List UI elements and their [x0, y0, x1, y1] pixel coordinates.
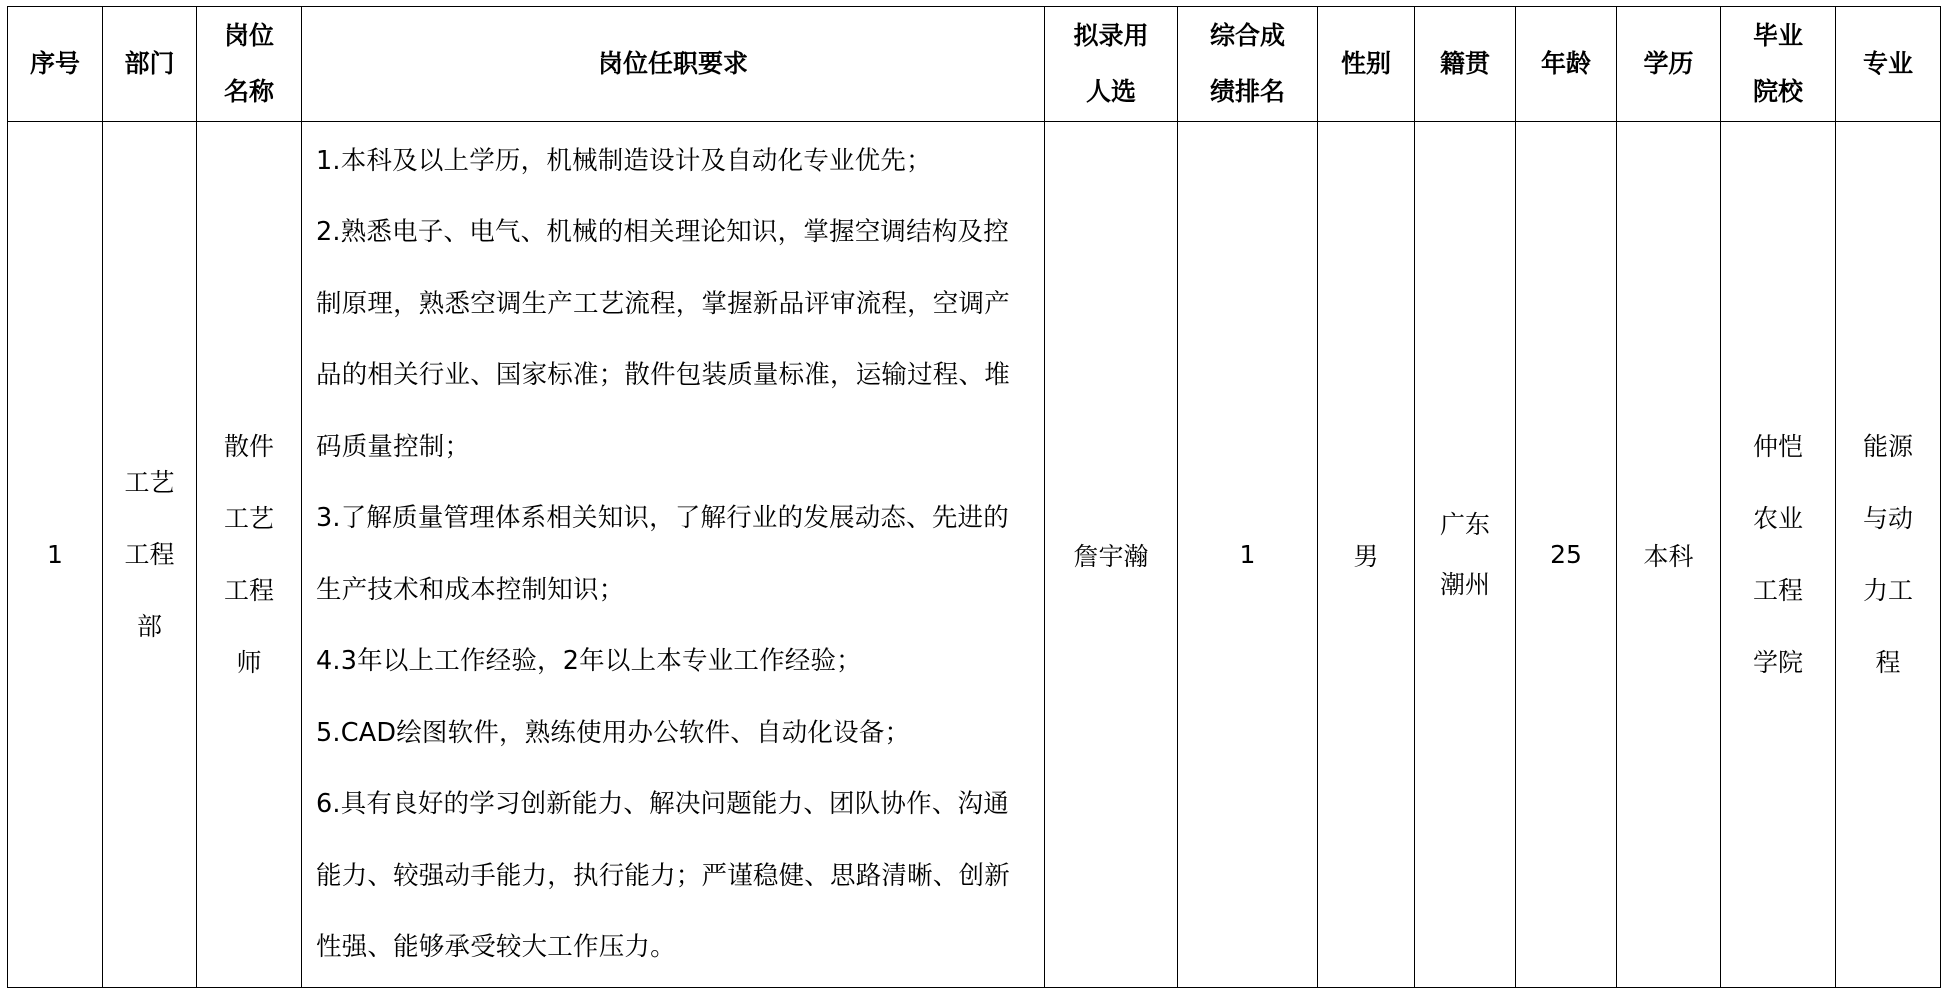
- header-cell: 专业: [1836, 7, 1941, 122]
- header-cell: 毕业院校: [1721, 7, 1836, 122]
- header-cell: 综合成绩排名: [1178, 7, 1318, 122]
- requirement-item: 4.3年以上工作经验，2年以上本专业工作经验；: [316, 646, 862, 676]
- department-cell: 工艺工程部: [103, 122, 197, 988]
- header-cell: 部门: [103, 7, 197, 122]
- school-cell: 仲恺农业工程学院: [1721, 122, 1836, 988]
- native-place-cell: 广东潮州: [1415, 122, 1516, 988]
- header-cell: 学历: [1617, 7, 1721, 122]
- header-cell: 籍贯: [1415, 7, 1516, 122]
- header-row: [8, 7, 1941, 122]
- index-cell: 1: [8, 122, 103, 988]
- header-cell: 序号: [8, 7, 103, 122]
- requirements-list: [316, 126, 1034, 984]
- header-cell: 年龄: [1516, 7, 1617, 122]
- position-cell: 散件工艺工程师: [197, 122, 302, 988]
- requirements-cell: [302, 122, 1045, 988]
- table-row: [8, 122, 1941, 988]
- requirement-item: 2.熟悉电子、电气、机械的相关理论知识，掌握空调结构及控制原理，熟悉空调生产工艺流程，掌握新品评审流程，空调产品的相关行业、国家标准；散件包装质量标准，运输过程、堆码质量控制；: [316, 217, 1010, 462]
- education-cell: 本科: [1617, 122, 1721, 988]
- candidate-cell: 詹宇瀚: [1045, 122, 1178, 988]
- gender-cell: 男: [1318, 122, 1415, 988]
- rank-cell: 1: [1178, 122, 1318, 988]
- header-cell: 拟录用人选: [1045, 7, 1178, 122]
- header-cell: 岗位名称: [197, 7, 302, 122]
- requirement-item: 1.本科及以上学历，机械制造设计及自动化专业优先；: [316, 145, 932, 176]
- requirement-item: 5.CAD绘图软件，熟练使用办公软件、自动化设备；: [316, 717, 911, 748]
- requirement-item: 3.了解质量管理体系相关知识，了解行业的发展动态、先进的生产技术和成本控制知识；: [316, 503, 1009, 605]
- major-cell: 能源与动力工程: [1836, 122, 1941, 988]
- requirement-item: 6.具有良好的学习创新能力、解决问题能力、团队协作、沟通能力、较强动手能力，执行能力；严谨稳健、思路清晰、创新性强、能够承受较大工作压力。: [316, 789, 1010, 962]
- age-cell: 25: [1516, 122, 1617, 988]
- header-cell: 性别: [1318, 7, 1415, 122]
- header-cell: 岗位任职要求: [302, 7, 1045, 122]
- candidate-table: [7, 6, 1941, 988]
